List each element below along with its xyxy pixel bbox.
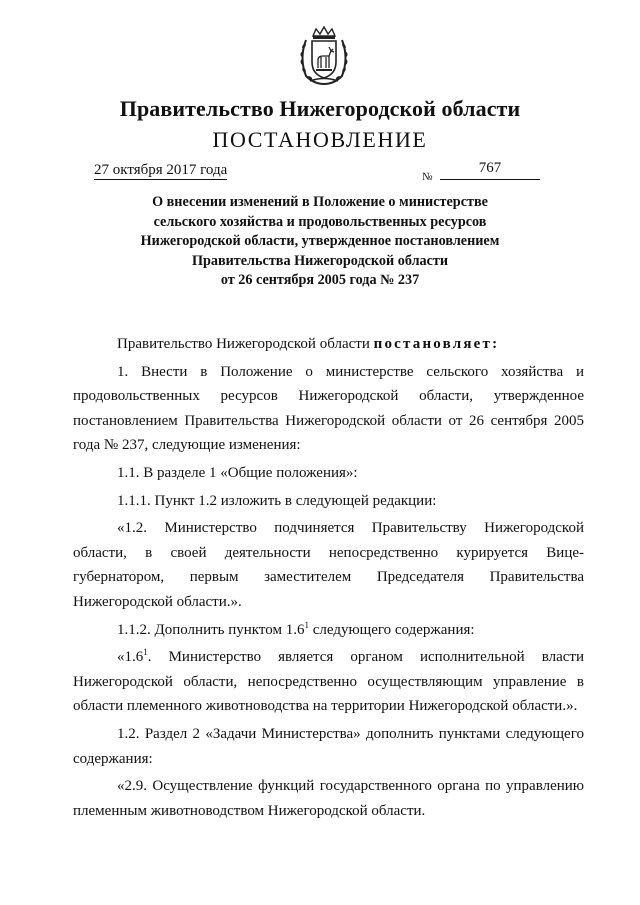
superscript: 1 [143,647,148,658]
subject-line: сельского хозяйства и продовольственных ресурсов [153,213,487,230]
resolves-word: постановляет: [373,336,500,352]
date-underline [94,179,227,180]
subject-line: Правительства Нижегородской области [191,252,449,269]
document-type: ПОСТАНОВЛЕНИЕ [212,127,428,152]
subject-line: от 26 сентября 2005 года № 237 [220,272,420,289]
paragraph-1-1-2 [73,618,584,643]
document-number: 767 [478,160,502,176]
paragraph-1-2: 1.2. Раздел 2 «Задачи Министерства» дополнить пунктами следующего содержания: [73,725,584,767]
quoted-clause-1-2: «1.2. Министерство подчиняется Правительству Нижегородской области, в своей деятельности непосредственно курируется Вице-губернатором, первым заместителем Председателя Правительства Нижегородской области.». [73,520,584,610]
paragraph-text: следующего содержания: [308,621,475,638]
subject-line: Нижегородской области, утвержденное постановлением [140,233,500,250]
intro-text: Правительство Нижегородской области [117,336,374,352]
document-subject [0,193,640,291]
number-underline [440,179,540,180]
paragraph-1: 1. Внести в Положение о министерстве сельского хозяйства и продовольственных ресурсов Нижегородской области, утвержденное постановлением Правительства Нижегородской области от 26 сентября 2005 года № 237, следующие изменения: [73,363,584,454]
paragraph-text: . Министерство является органом исполнительной власти Нижегородской области, непосредственно осуществляющим управление в области племенного животноводства на территории Нижегородской области.». [73,649,584,715]
quoted-clause-2-9: «2.9. Осуществление функций государственного органа по управлению племенным животноводством Нижегородской области. [73,778,584,819]
paragraph-1-1-1: 1.1.1. Пункт 1.2 изложить в следующей редакции: [117,492,437,509]
document-date: 27 октября 2017 года [94,162,228,178]
paragraph-text: «1.6 [117,649,144,666]
coat-of-arms-icon [296,26,352,86]
paragraph-text: 1.1.2. Дополнить пунктом 1.6 [117,621,305,638]
paragraph-1-1: 1.1. В разделе 1 «Общие положения»: [117,464,358,481]
number-sign: № [422,171,433,183]
organization-title: Правительство Нижегородской области [119,96,521,121]
quoted-clause-1-6-1 [73,645,584,719]
resolution-intro [73,332,584,357]
superscript: 1 [304,619,309,630]
subject-line: О внесении изменений в Положение о министерстве [152,194,488,210]
document-body [73,332,584,823]
